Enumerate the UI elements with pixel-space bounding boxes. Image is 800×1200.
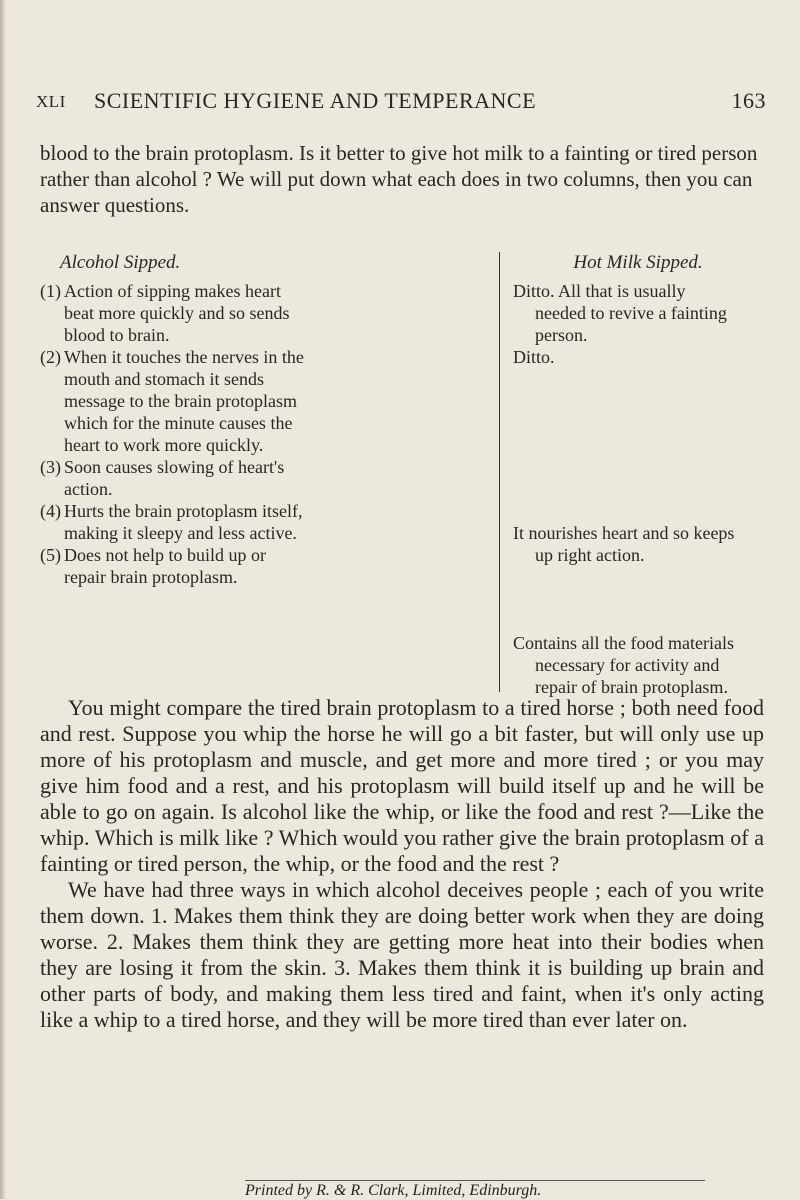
- deception-paragraph: We have had three ways in which alcohol deceives people ; each of you write them down. 1. Makes them think they are doing better work when they are doing worse. 2. Makes them think they are getting more heat into their bodies when they are losing it from the skin. 3. Makes them think it is building up brain and other parts of body, and making them less tired and faint, when it's only acting like a whip to a tired horse, and they will be more tired than ever later on.: [40, 877, 764, 1032]
- alcohol-column-heading: Alcohol Sipped.: [60, 252, 181, 273]
- item-number: (1): [40, 281, 61, 301]
- running-header: [36, 88, 766, 118]
- body-text: [40, 695, 764, 1033]
- item-text: Action of sipping makes heart beat more quickly and so sends blood to brain.: [64, 281, 290, 345]
- milk-item-first-line: Ditto. All that is usually: [513, 281, 686, 301]
- item-number: (5): [40, 545, 61, 565]
- intro-paragraph: blood to the brain protoplasm. Is it better to give hot milk to a fainting or tired person rather than alcohol ? We will put down what each does in two columns, then you can answer questions.: [40, 141, 758, 217]
- milk-item-first-line: Contains all the food materials: [513, 633, 734, 653]
- milk-item-rest: up right action.: [535, 545, 645, 565]
- item-text: Soon causes slowing of heart's action.: [64, 457, 285, 499]
- horse-comparison-paragraph: You might compare the tired brain protoplasm to a tired horse ; both need food and rest. Suppose you whip the horse he will go a bit faster, but will only use up more of his protoplasm and muscle, and get more and more tired ; or you may give him food and a rest, and his protoplasm will build itself up and he will be able to go on again. Is alcohol like the whip, or like the food and rest ?—Like the whip. Which is milk like ? Which would you rather give the brain protoplasm of a fainting or tired person, the whip, or the food and the rest ?: [40, 695, 764, 876]
- alcohol-item: [40, 280, 304, 346]
- alcohol-item: [40, 544, 304, 588]
- item-number: (2): [40, 347, 61, 367]
- milk-item-first-line: It nourishes heart and so keeps: [513, 523, 735, 543]
- milk-column-heading: Hot Milk Sipped.: [573, 252, 703, 273]
- item-text: When it touches the nerves in the mouth and stomach it sends message to the brain protoplasm which for the minute causes the heart to work more quickly.: [64, 347, 304, 455]
- milk-item-first-line: Ditto.: [513, 347, 555, 367]
- item-text: Does not help to build up or repair brain protoplasm.: [64, 545, 266, 587]
- milk-item-rest: needed to revive a fainting person.: [535, 303, 727, 345]
- comparison-columns: [40, 250, 764, 697]
- printer-imprint: Printed by R. & R. Clark, Limited, Edinburgh.: [245, 1180, 705, 1200]
- milk-column: [513, 250, 763, 697]
- alcohol-column: [40, 250, 478, 588]
- item-text: Hurts the brain protoplasm itself, making it sleepy and less active.: [64, 501, 303, 543]
- page-number: 163: [731, 88, 766, 113]
- milk-item: [513, 346, 763, 368]
- item-number: (3): [40, 457, 61, 477]
- page-gutter-shadow: [0, 0, 6, 1199]
- alcohol-item: [40, 346, 304, 456]
- alcohol-item: [40, 456, 304, 500]
- milk-item: [513, 522, 763, 566]
- milk-item: [513, 632, 763, 698]
- alcohol-item: [40, 500, 304, 544]
- milk-item: [513, 280, 763, 346]
- chapter-number: XLI: [36, 92, 66, 111]
- running-title: SCIENTIFIC HYGIENE AND TEMPERANCE: [94, 88, 537, 113]
- item-number: (4): [40, 501, 61, 521]
- milk-item-rest: necessary for activity and repair of brain protoplasm.: [535, 655, 728, 697]
- column-divider: [499, 252, 500, 692]
